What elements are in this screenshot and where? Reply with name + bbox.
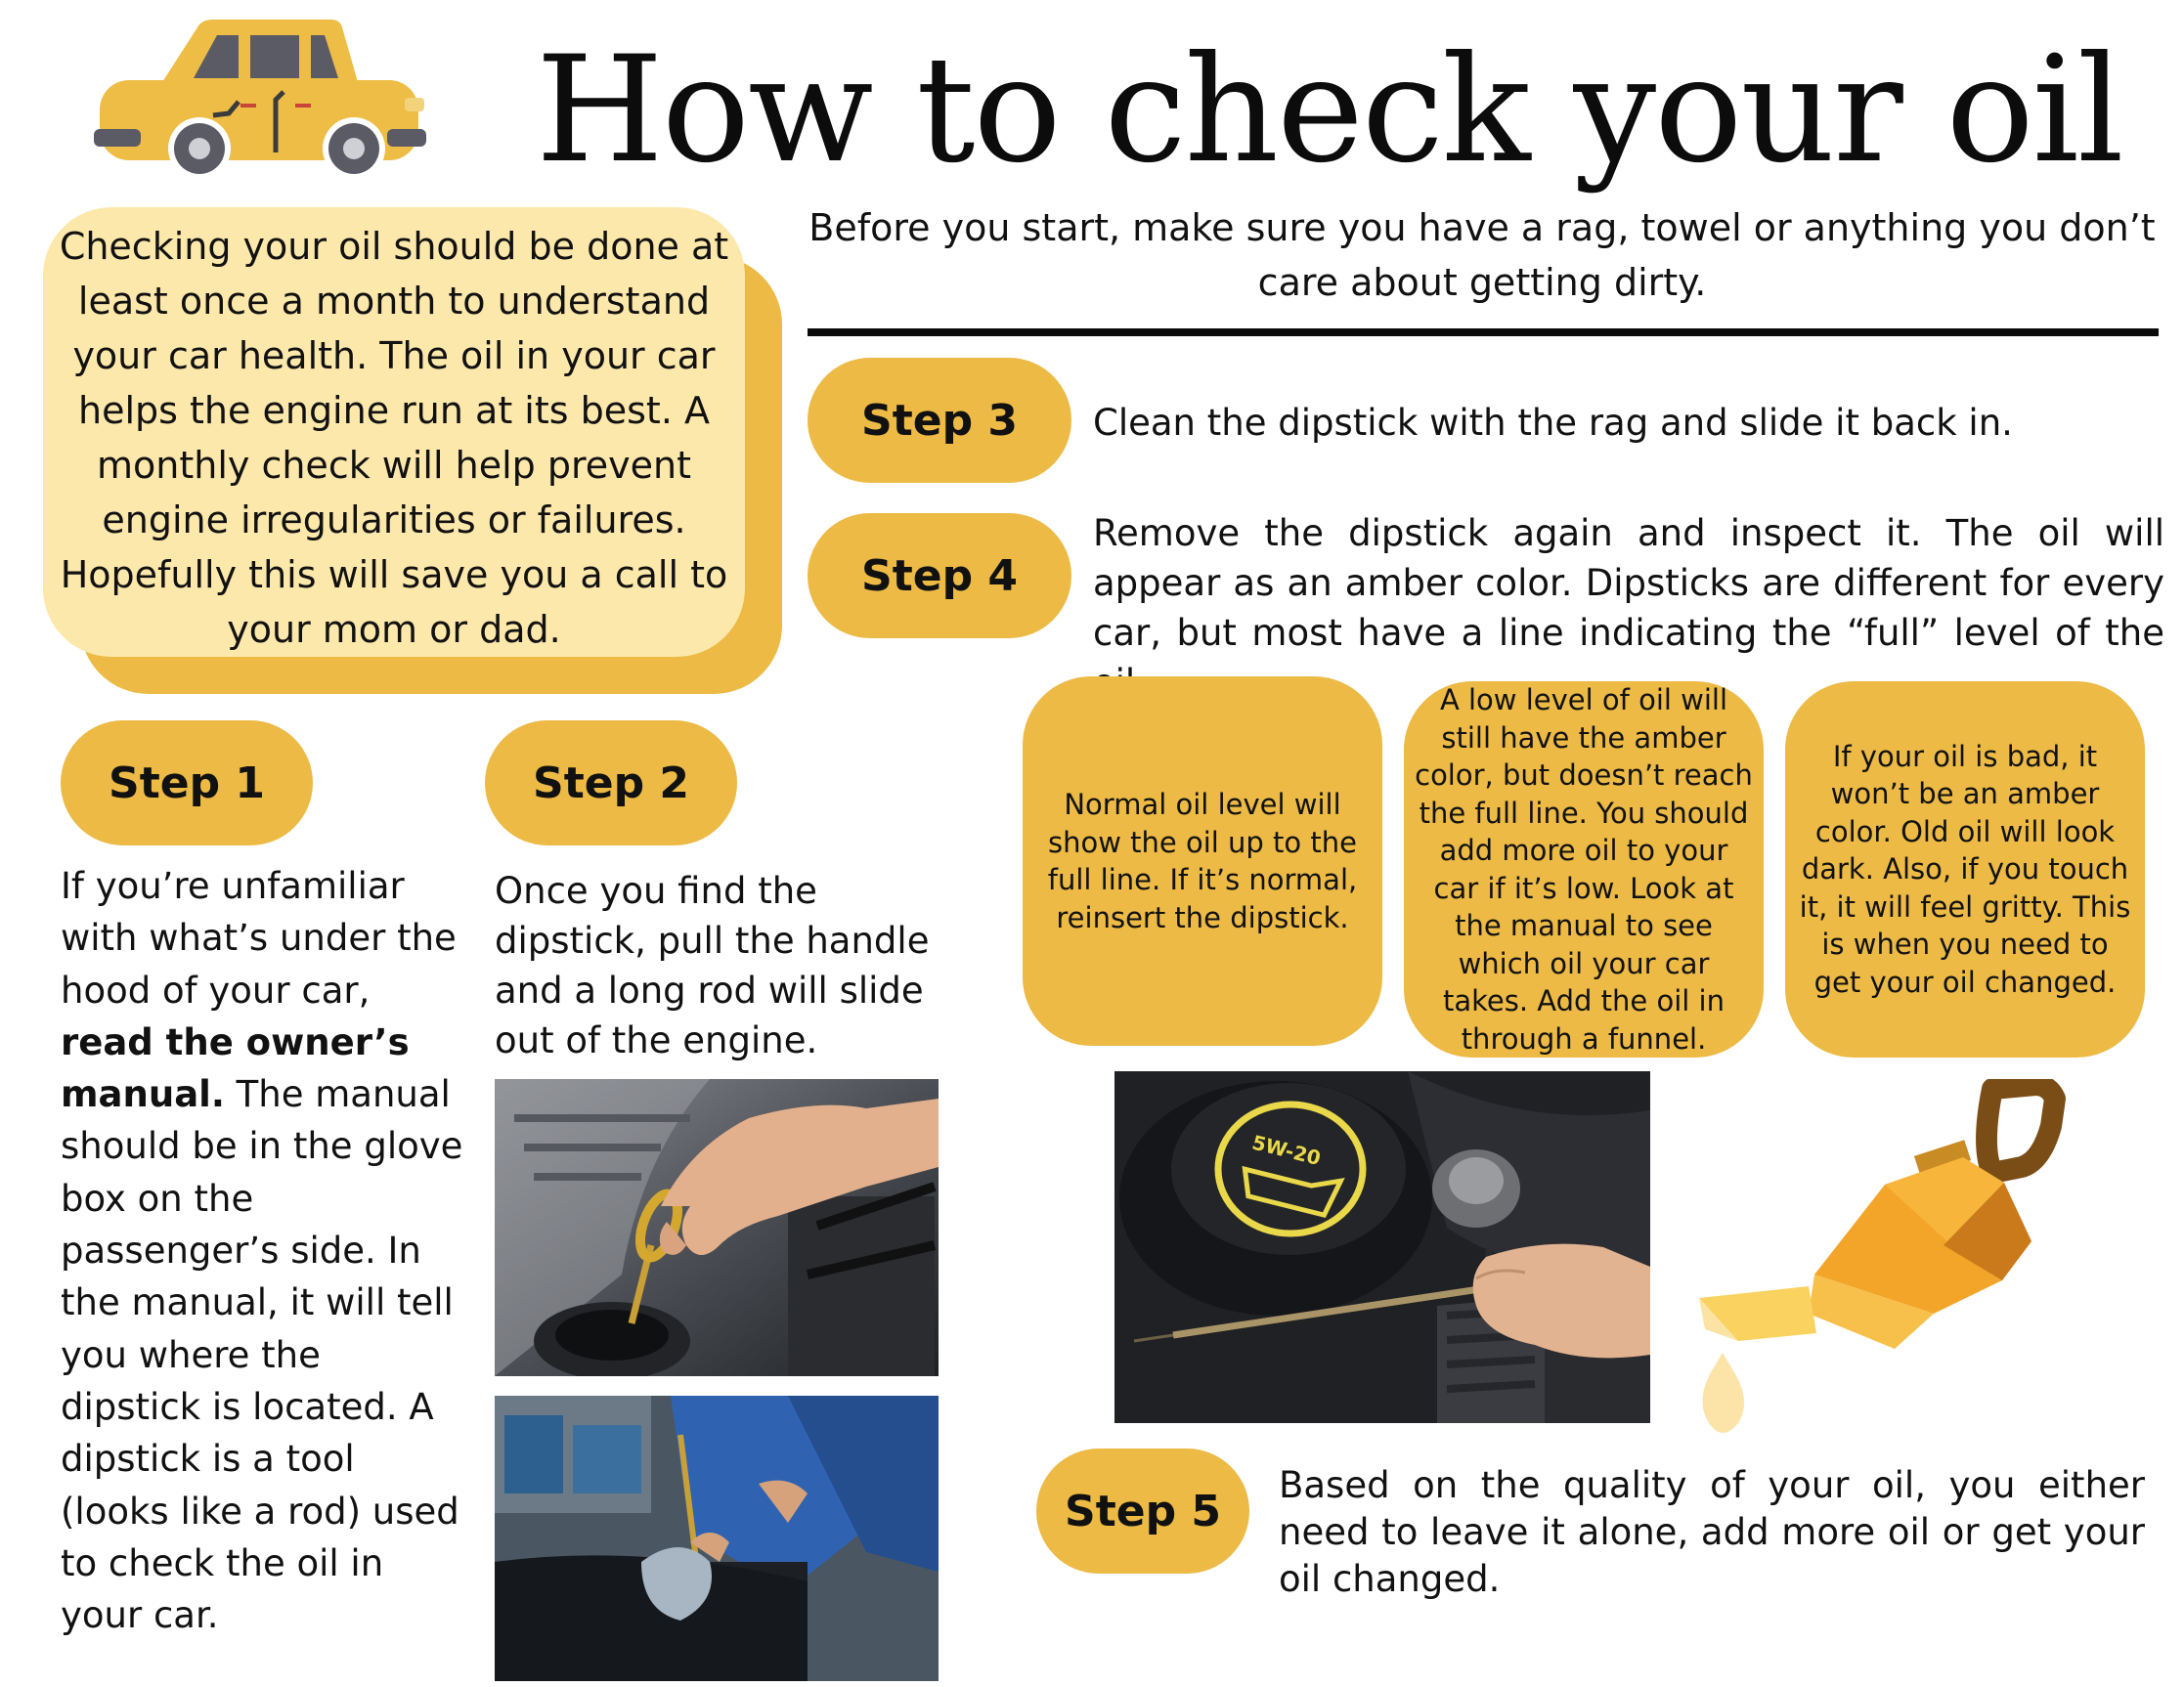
step-5-badge: Step 5 [1036,1449,1249,1574]
step-1-text-before: If you’re unfamiliar with what’s under the hood of your car, [61,865,457,1012]
step-4-badge: Step 4 [808,513,1071,638]
card-low-oil [1404,681,1764,1058]
card-bad-oil [1785,681,2145,1058]
step-3-text: Clean the dipstick with the rag and slide it back in. [1093,402,2013,444]
step-1-text [61,860,471,1641]
step-1-text-after: The manual should be in the glove box on the passenger’s side. In the manual, it will tell you where the dipstick is located. A dipstick is a tool (looks like a rod) used to check the oil in your car. [61,1073,463,1637]
card-normal-oil [1023,676,1382,1046]
card-normal-oil-text: Normal oil level will show the oil up to the full line. If it’s normal, reinsert the dipstick. [1047,788,1358,934]
step-4-text: Remove the dipstick again and inspect it. The oil will appear as an amber color. Dipsticks are different for every car, but most have a line indicating the “full” level of the [1093,512,2164,654]
oil-cap-photo [1114,1071,1650,1423]
oil-can-icon [1699,1079,2149,1443]
divider-line [808,328,2159,336]
step-2-badge: Step 2 [485,720,737,845]
step-5-text: Based on the quality of your oil, you either need to leave it alone, add more oil or get your oil changed. [1279,1464,2145,1600]
oil-cap-grade-text: 5W-20 [1249,1130,1324,1171]
car-icon [92,14,428,182]
dipstick-photo [495,1079,939,1376]
step-1-text-bold: read the owner’s manual. [61,1020,410,1116]
card-bad-oil-text: If your oil is bad, it won’t be an amber color. Old oil will look dark. Also, if you touch it, it will feel gritty. This is when you need to get your oil changed. [1799,739,2131,999]
step-2-text: Once you find the dipstick, pull the handle and a long rod will slide out of the engine. [495,870,930,1061]
intro-text-box: Checking your oil should be done at least once a month to understand your car health. The oil in your car helps the engine run at its best. A monthly check will help prevent engine irregularities or failures. Hopefully this will save you a call to your mom or dad. [43,207,745,657]
mechanic-photo [495,1396,939,1681]
before-you-start-text: Before you start, make sure you have a rag, towel or anything you don’t care about getting dirty. [808,206,2156,304]
card-low-oil-text: A low level of oil will still have the amber color, but doesn’t reach the full line. You should add more oil to your car if it’s low. Look at the manual to see which oil your car takes. Add the oil in through a funnel. [1415,683,1753,1056]
step-1-badge: Step 1 [61,720,313,845]
page-title: How to check your oil [536,25,2122,195]
step-3-badge: Step 3 [808,358,1071,483]
